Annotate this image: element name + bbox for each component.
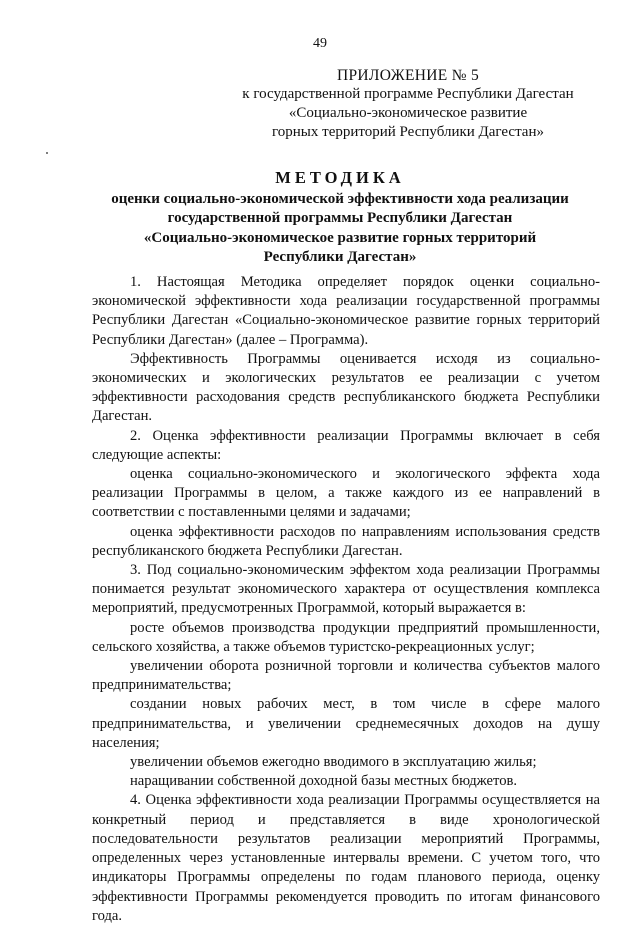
paragraph: 1. Настоящая Методика определяет порядок оценки социально-экономической эффективности хода реализации государственной программы Республики Дагестан «Социально-экономическое развитие горных территорий Республики Дагестан» (далее – Программа). — [92, 274, 600, 348]
page-number: 49 — [313, 36, 327, 51]
heading-sub-2: государственной программы Республики Дагестан — [167, 210, 513, 226]
document-body — [92, 273, 600, 926]
scan-speck — [46, 152, 48, 154]
paragraph: увеличении объемов ежегодно вводимого в эксплуатацию жилья; — [130, 754, 537, 771]
paragraph: 2. Оценка эффективности реализации Программы включает в себя следующие аспекты: — [92, 427, 600, 463]
paragraph: увеличении оборота розничной торговли и количества субъектов малого предпринимательства; — [92, 658, 600, 694]
document-heading — [80, 168, 600, 268]
heading-sub-4: Республики Дагестан» — [263, 249, 417, 265]
paragraph: росте объемов производства продукции предприятий промышленности, сельского хозяйства, а также объемов туристско-рекреационных услуг; — [92, 619, 600, 655]
paragraph: наращивании собственной доходной базы местных бюджетов. — [130, 773, 518, 790]
appendix-block — [228, 66, 588, 142]
appendix-line-3: горных территорий Республики Дагестан» — [272, 124, 544, 140]
appendix-title: ПРИЛОЖЕНИЕ № 5 — [336, 67, 480, 84]
paragraph: создании новых рабочих мест, в том числе в сфере малого предпринимательства, и увеличении среднемесячных доходов на душу населения; — [92, 696, 600, 751]
paragraph: Эффективность Программы оценивается исходя из социально-экономических и экологических результатов ее реализации с учетом эффективности расходования средств республиканского бюджета Республики Дагестан. — [92, 350, 600, 425]
paragraph: 3. Под социально-экономическим эффектом хода реализации Программы понимается результат экономического характера от осуществления комплекса мероприятий, предусмотренных Программой, который выражается в: — [92, 562, 600, 617]
paragraph: 4. Оценка эффективности хода реализации Программы осуществляется на конкретный период и представляется в виде хронологической последовательности результатов реализации мероприятий Программы, определенных через установленные интервалы времени. С учетом того, что индикаторы Программы определены по годам планового периода, оценку эффективности Программы рекомендуется проводить по итогам финансового года. — [92, 792, 600, 924]
appendix-line-1: к государственной программе Республики Дагестан — [242, 86, 574, 102]
paragraph: оценка эффективности расходов по направлениям использования средств республиканского бюджета Республики Дагестан. — [92, 523, 600, 559]
appendix-line-2: «Социально-экономическое развитие — [288, 105, 528, 121]
paragraph: оценка социально-экономического и экологического эффекта хода реализации Программы в целом, а также каждого из ее направлений в соответствии с поставленными целями и задачами; — [92, 466, 600, 521]
heading-main: МЕТОДИКА — [275, 168, 405, 187]
heading-sub-1: оценки социально-экономической эффективности хода реализации — [111, 190, 569, 207]
heading-sub-3: «Социально-экономическое развитие горных территорий — [143, 229, 537, 246]
